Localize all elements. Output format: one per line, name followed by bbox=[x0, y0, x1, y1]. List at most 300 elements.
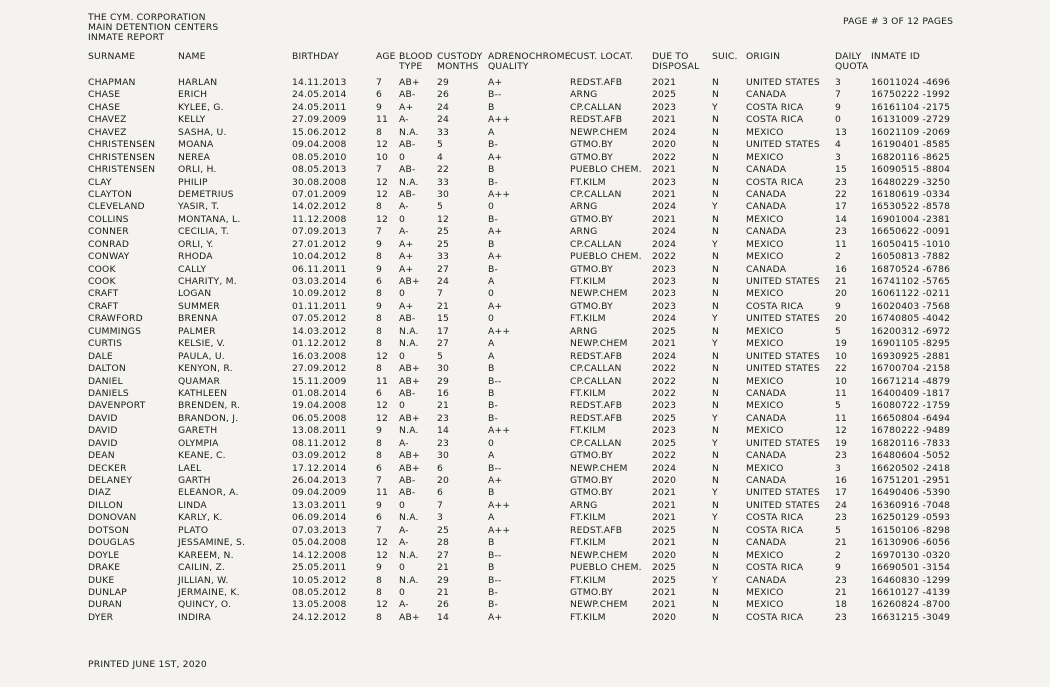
cell-adrenochrome-quality: B-- bbox=[488, 89, 502, 101]
cell-daily-quota: 4 bbox=[835, 139, 842, 151]
cell-blood-type: AB+ bbox=[399, 412, 420, 424]
cell-surname: CHASE bbox=[88, 89, 121, 101]
cell-blood-type: AB- bbox=[399, 188, 416, 200]
cell-name: KARLY, K. bbox=[178, 512, 223, 524]
col-daily-quota: DAILY QUOTA bbox=[835, 51, 869, 72]
cell-blood-type: A- bbox=[399, 599, 409, 611]
cell-surname: CLAYTON bbox=[88, 188, 133, 200]
cell-origin: UNITED STATES bbox=[746, 313, 820, 325]
cell-surname: DELANEY bbox=[88, 475, 133, 486]
cell-suic: Y bbox=[712, 487, 718, 499]
cell-name: GARTH bbox=[178, 475, 211, 486]
cell-birthday: 15.06.2012 bbox=[292, 126, 347, 138]
cell-origin: MEXICO bbox=[746, 400, 784, 412]
cell-suic: N bbox=[712, 226, 720, 238]
cell-cust-location: FT.KILM bbox=[570, 574, 606, 586]
cell-blood-type: AB+ bbox=[399, 450, 420, 462]
cell-custody-months: 14 bbox=[437, 611, 450, 623]
cell-cust-location: ARNG bbox=[570, 226, 598, 238]
cell-suic: N bbox=[712, 89, 720, 101]
cell-custody-months: 27 bbox=[437, 263, 450, 275]
cell-origin: COSTA RICA bbox=[746, 512, 804, 524]
cell-age: 8 bbox=[376, 313, 383, 325]
cell-blood-type: A- bbox=[399, 524, 409, 536]
report-header bbox=[88, 13, 218, 43]
cell-due-to-disposal: 2025 bbox=[652, 574, 677, 586]
cell-daily-quota: 7 bbox=[835, 89, 842, 101]
cell-name: JILLIAN, W. bbox=[178, 574, 229, 586]
cell-age: 7 bbox=[376, 77, 383, 88]
cell-adrenochrome-quality: A++ bbox=[488, 325, 511, 337]
cell-name: KELLY bbox=[178, 114, 206, 126]
cell-origin: MEXICO bbox=[746, 251, 784, 263]
cell-name: SASHA, U. bbox=[178, 126, 227, 138]
cell-age: 6 bbox=[376, 89, 383, 101]
table-row bbox=[0, 401, 1050, 413]
cell-adrenochrome-quality: A bbox=[488, 276, 495, 287]
cell-suic: N bbox=[712, 176, 720, 188]
cell-age: 9 bbox=[376, 263, 383, 275]
cell-adrenochrome-quality: B bbox=[488, 101, 495, 113]
cell-cust-location: GTMO.BY bbox=[570, 450, 613, 462]
cell-inmate-id: 16780222 -9489 bbox=[871, 425, 951, 437]
cell-surname: DAVID bbox=[88, 437, 118, 449]
cell-surname: DUKE bbox=[88, 574, 115, 586]
cell-surname: DALE bbox=[88, 350, 113, 362]
cell-suic: Y bbox=[712, 238, 718, 250]
cell-custody-months: 14 bbox=[437, 425, 450, 437]
cell-age: 8 bbox=[376, 325, 383, 337]
cell-daily-quota: 13 bbox=[835, 126, 848, 138]
table-row bbox=[0, 613, 1050, 625]
cell-cust-location: REDST.AFB bbox=[570, 524, 623, 536]
cell-birthday: 09.04.2009 bbox=[292, 487, 347, 499]
cell-blood-type: AB- bbox=[399, 487, 416, 499]
cell-due-to-disposal: 2023 bbox=[652, 300, 677, 312]
cell-birthday: 08.05.2013 bbox=[292, 164, 347, 176]
cell-due-to-disposal: 2023 bbox=[652, 176, 677, 188]
cell-age: 12 bbox=[376, 176, 389, 188]
cell-age: 9 bbox=[376, 562, 383, 574]
col-custody-months: CUSTODY MONTHS bbox=[437, 51, 483, 72]
cell-suic: N bbox=[712, 164, 720, 176]
cell-cust-location: CP.CALLAN bbox=[570, 363, 622, 375]
cell-daily-quota: 16 bbox=[835, 475, 848, 486]
cell-birthday: 08.05.2012 bbox=[292, 586, 347, 598]
cell-age: 12 bbox=[376, 599, 389, 611]
cell-origin: UNITED STATES bbox=[746, 437, 820, 449]
cell-name: BRANDON, J. bbox=[178, 412, 239, 424]
cell-cust-location: GTMO.BY bbox=[570, 487, 613, 499]
cell-blood-type: 0 bbox=[399, 586, 406, 598]
cell-daily-quota: 20 bbox=[835, 288, 848, 300]
cell-name: QUINCY, O. bbox=[178, 599, 232, 611]
cell-cust-location: REDST.AFB bbox=[570, 400, 623, 412]
cell-cust-location: FT.KILM bbox=[570, 176, 606, 188]
cell-daily-quota: 23 bbox=[835, 512, 848, 524]
cell-suic: Y bbox=[712, 437, 718, 449]
col-surname: SURNAME bbox=[88, 51, 136, 62]
cell-name: RHODA bbox=[178, 251, 213, 263]
cell-name: MONTANA, L. bbox=[178, 213, 241, 225]
inmate-table bbox=[0, 78, 1050, 625]
cell-surname: DALTON bbox=[88, 363, 126, 375]
col-cust-location: CUST. LOCAT. bbox=[570, 51, 634, 62]
cell-custody-months: 15 bbox=[437, 313, 450, 325]
cell-blood-type: N.A. bbox=[399, 176, 419, 188]
cell-origin: CANADA bbox=[746, 188, 787, 200]
cell-daily-quota: 2 bbox=[835, 251, 842, 263]
division-name: MAIN DETENTION CENTERS bbox=[88, 22, 219, 33]
cell-surname: DYER bbox=[88, 611, 114, 623]
cell-age: 9 bbox=[376, 300, 383, 312]
cell-adrenochrome-quality: 0 bbox=[488, 437, 495, 449]
cell-age: 12 bbox=[376, 139, 389, 151]
cell-blood-type: AB- bbox=[399, 475, 416, 486]
cell-inmate-id: 16650804 -6494 bbox=[871, 412, 951, 424]
cell-due-to-disposal: 2022 bbox=[652, 387, 677, 399]
table-row bbox=[0, 252, 1050, 264]
cell-suic: N bbox=[712, 151, 720, 163]
cell-name: PAULA, U. bbox=[178, 350, 225, 362]
report-title: INMATE REPORT bbox=[88, 32, 165, 43]
cell-suic: Y bbox=[712, 412, 718, 424]
cell-blood-type: 0 bbox=[399, 151, 406, 163]
cell-origin: COSTA RICA bbox=[746, 524, 804, 536]
cell-due-to-disposal: 2025 bbox=[652, 412, 677, 424]
cell-origin: CANADA bbox=[746, 537, 787, 549]
cell-name: INDIRA bbox=[178, 611, 211, 623]
cell-age: 8 bbox=[376, 363, 383, 375]
cell-suic: N bbox=[712, 288, 720, 300]
cell-inmate-id: 16820116 -8625 bbox=[871, 151, 951, 163]
cell-name: BRENDEN, R. bbox=[178, 400, 241, 412]
cell-age: 8 bbox=[376, 574, 383, 586]
cell-blood-type: N.A. bbox=[399, 512, 419, 524]
cell-cust-location: ARNG bbox=[570, 499, 598, 511]
cell-suic: N bbox=[712, 462, 720, 474]
cell-blood-type: A- bbox=[399, 437, 409, 449]
cell-due-to-disposal: 2021 bbox=[652, 537, 677, 549]
cell-origin: COSTA RICA bbox=[746, 300, 804, 312]
cell-daily-quota: 11 bbox=[835, 238, 848, 250]
cell-daily-quota: 21 bbox=[835, 537, 848, 549]
cell-adrenochrome-quality: B bbox=[488, 363, 495, 375]
cell-cust-location: FT.KILM bbox=[570, 537, 606, 549]
cell-custody-months: 17 bbox=[437, 325, 450, 337]
cell-blood-type: A+ bbox=[399, 300, 414, 312]
cell-daily-quota: 11 bbox=[835, 412, 848, 424]
cell-inmate-id: 16011024 -4696 bbox=[871, 77, 951, 88]
column-headers bbox=[0, 52, 1050, 74]
cell-blood-type: AB- bbox=[399, 89, 416, 101]
cell-name: QUAMAR bbox=[178, 375, 221, 387]
cell-cust-location: ARNG bbox=[570, 201, 598, 213]
cell-daily-quota: 2 bbox=[835, 549, 842, 561]
cell-birthday: 06.11.2011 bbox=[292, 263, 347, 275]
cell-suic: Y bbox=[712, 512, 718, 524]
table-row bbox=[0, 289, 1050, 301]
cell-custody-months: 30 bbox=[437, 188, 450, 200]
cell-adrenochrome-quality: B-- bbox=[488, 462, 502, 474]
cell-suic: N bbox=[712, 450, 720, 462]
cell-age: 9 bbox=[376, 101, 383, 113]
cell-custody-months: 29 bbox=[437, 375, 450, 387]
cell-due-to-disposal: 2021 bbox=[652, 512, 677, 524]
cell-origin: MEXICO bbox=[746, 599, 784, 611]
cell-origin: MEXICO bbox=[746, 462, 784, 474]
cell-origin: CANADA bbox=[746, 89, 787, 101]
cell-surname: DANIELS bbox=[88, 387, 129, 399]
cell-blood-type: A+ bbox=[399, 251, 414, 263]
cell-blood-type: 0 bbox=[399, 288, 406, 300]
cell-custody-months: 3 bbox=[437, 512, 444, 524]
cell-origin: UNITED STATES bbox=[746, 499, 820, 511]
cell-birthday: 13.08.2011 bbox=[292, 425, 347, 437]
cell-age: 8 bbox=[376, 437, 383, 449]
cell-daily-quota: 12 bbox=[835, 425, 848, 437]
cell-blood-type: 0 bbox=[399, 499, 406, 511]
cell-surname: DRAKE bbox=[88, 562, 121, 574]
col-due-to-disposal: DUE TO DISPOSAL bbox=[652, 51, 700, 72]
cell-blood-type: AB- bbox=[399, 139, 416, 151]
cell-custody-months: 21 bbox=[437, 586, 450, 598]
cell-inmate-id: 16530522 -8578 bbox=[871, 201, 951, 213]
cell-origin: MEXICO bbox=[746, 151, 784, 163]
cell-daily-quota: 23 bbox=[835, 226, 848, 238]
cell-due-to-disposal: 2023 bbox=[652, 400, 677, 412]
cell-age: 12 bbox=[376, 213, 389, 225]
cell-cust-location: CP.CALLAN bbox=[570, 101, 622, 113]
cell-surname: DIAZ bbox=[88, 487, 112, 499]
cell-cust-location: FT.KILM bbox=[570, 611, 606, 623]
cell-age: 8 bbox=[376, 201, 383, 213]
cell-blood-type: AB+ bbox=[399, 375, 420, 387]
cell-birthday: 13.03.2011 bbox=[292, 499, 347, 511]
cell-inmate-id: 16690501 -3154 bbox=[871, 562, 951, 574]
cell-custody-months: 29 bbox=[437, 77, 450, 88]
cell-adrenochrome-quality: A bbox=[488, 350, 495, 362]
cell-surname: DOYLE bbox=[88, 549, 120, 561]
cell-inmate-id: 16061122 -0211 bbox=[871, 288, 951, 300]
cell-birthday: 27.09.2012 bbox=[292, 363, 347, 375]
col-birthday: BIRTHDAY bbox=[292, 51, 339, 62]
cell-cust-location: GTMO.BY bbox=[570, 263, 613, 275]
table-row bbox=[0, 165, 1050, 177]
cell-birthday: 24.05.2011 bbox=[292, 101, 347, 113]
cell-birthday: 15.11.2009 bbox=[292, 375, 347, 387]
cell-custody-months: 7 bbox=[437, 499, 444, 511]
cell-name: PALMER bbox=[178, 325, 216, 337]
cell-inmate-id: 16480229 -3250 bbox=[871, 176, 951, 188]
cell-inmate-id: 16490406 -5390 bbox=[871, 487, 951, 499]
cell-birthday: 14.03.2012 bbox=[292, 325, 347, 337]
cell-adrenochrome-quality: A+ bbox=[488, 475, 503, 486]
cell-blood-type: AB- bbox=[399, 387, 416, 399]
cell-inmate-id: 16130906 -6056 bbox=[871, 537, 951, 549]
cell-suic: N bbox=[712, 213, 720, 225]
cell-origin: UNITED STATES bbox=[746, 276, 820, 287]
cell-adrenochrome-quality: B- bbox=[488, 586, 499, 598]
cell-custody-months: 16 bbox=[437, 387, 450, 399]
cell-birthday: 07.03.2013 bbox=[292, 524, 347, 536]
cell-suic: Y bbox=[712, 313, 718, 325]
cell-inmate-id: 16021109 -2069 bbox=[871, 126, 951, 138]
cell-name: JERMAINE, K. bbox=[178, 586, 240, 598]
cell-adrenochrome-quality: 0 bbox=[488, 288, 495, 300]
cell-blood-type: A- bbox=[399, 201, 409, 213]
cell-due-to-disposal: 2020 bbox=[652, 139, 677, 151]
table-row bbox=[0, 90, 1050, 102]
cell-origin: MEXICO bbox=[746, 338, 784, 350]
cell-origin: MEXICO bbox=[746, 375, 784, 387]
cell-adrenochrome-quality: A++ bbox=[488, 524, 511, 536]
cell-name: BRENNA bbox=[178, 313, 218, 325]
cell-birthday: 08.05.2010 bbox=[292, 151, 347, 163]
cell-age: 10 bbox=[376, 151, 389, 163]
cell-adrenochrome-quality: A+ bbox=[488, 226, 503, 238]
cell-surname: CHAVEZ bbox=[88, 114, 127, 126]
cell-inmate-id: 16480604 -5052 bbox=[871, 450, 951, 462]
cell-name: ELEANOR, A. bbox=[178, 487, 239, 499]
cell-surname: DOTSON bbox=[88, 524, 130, 536]
page-number: PAGE # 3 OF 12 PAGES bbox=[843, 16, 954, 27]
cell-daily-quota: 24 bbox=[835, 499, 848, 511]
cell-name: HARLAN bbox=[178, 77, 218, 88]
cell-daily-quota: 22 bbox=[835, 363, 848, 375]
cell-name: ORLI, H. bbox=[178, 164, 217, 176]
cell-age: 9 bbox=[376, 425, 383, 437]
cell-birthday: 05.04.2008 bbox=[292, 537, 347, 549]
cell-inmate-id: 16250129 -0593 bbox=[871, 512, 951, 524]
cell-age: 8 bbox=[376, 611, 383, 623]
cell-adrenochrome-quality: A++ bbox=[488, 188, 511, 200]
cell-due-to-disposal: 2023 bbox=[652, 425, 677, 437]
cell-blood-type: AB+ bbox=[399, 363, 420, 375]
cell-inmate-id: 16050415 -1010 bbox=[871, 238, 951, 250]
cell-due-to-disposal: 2023 bbox=[652, 263, 677, 275]
cell-origin: CANADA bbox=[746, 387, 787, 399]
cell-origin: CANADA bbox=[746, 574, 787, 586]
cell-origin: CANADA bbox=[746, 412, 787, 424]
cell-blood-type: A- bbox=[399, 537, 409, 549]
cell-birthday: 01.11.2011 bbox=[292, 300, 347, 312]
cell-cust-location: REDST.AFB bbox=[570, 77, 623, 88]
cell-age: 6 bbox=[376, 387, 383, 399]
cell-adrenochrome-quality: B bbox=[488, 238, 495, 250]
cell-cust-location: NEWP.CHEM bbox=[570, 288, 628, 300]
cell-birthday: 11.12.2008 bbox=[292, 213, 347, 225]
cell-origin: UNITED STATES bbox=[746, 139, 820, 151]
cell-blood-type: AB- bbox=[399, 164, 416, 176]
cell-blood-type: 0 bbox=[399, 400, 406, 412]
cell-custody-months: 24 bbox=[437, 101, 450, 113]
cell-blood-type: AB- bbox=[399, 313, 416, 325]
cell-age: 12 bbox=[376, 537, 389, 549]
cell-cust-location: FT.KILM bbox=[570, 425, 606, 437]
cell-due-to-disposal: 2025 bbox=[652, 562, 677, 574]
cell-suic: N bbox=[712, 537, 720, 549]
cell-custody-months: 6 bbox=[437, 462, 444, 474]
cell-origin: COSTA RICA bbox=[746, 101, 804, 113]
cell-age: 6 bbox=[376, 276, 383, 287]
cell-name: NEREA bbox=[178, 151, 211, 163]
cell-daily-quota: 21 bbox=[835, 276, 848, 287]
cell-adrenochrome-quality: 0 bbox=[488, 201, 495, 213]
cell-adrenochrome-quality: B- bbox=[488, 176, 499, 188]
cell-cust-location: GTMO.BY bbox=[570, 213, 613, 225]
cell-surname: CHRISTENSEN bbox=[88, 164, 156, 176]
cell-birthday: 09.04.2008 bbox=[292, 139, 347, 151]
cell-daily-quota: 23 bbox=[835, 574, 848, 586]
cell-name: CALLY bbox=[178, 263, 207, 275]
cell-due-to-disposal: 2021 bbox=[652, 188, 677, 200]
cell-due-to-disposal: 2021 bbox=[652, 586, 677, 598]
cell-custody-months: 28 bbox=[437, 537, 450, 549]
col-age: AGE bbox=[376, 51, 396, 62]
cell-name: ERICH bbox=[178, 89, 208, 101]
cell-adrenochrome-quality: A++ bbox=[488, 425, 511, 437]
cell-inmate-id: 16740805 -4042 bbox=[871, 313, 951, 325]
cell-surname: CLAY bbox=[88, 176, 112, 188]
cell-surname: DILLON bbox=[88, 499, 123, 511]
cell-blood-type: N.A. bbox=[399, 425, 419, 437]
cell-custody-months: 21 bbox=[437, 562, 450, 574]
cell-age: 8 bbox=[376, 251, 383, 263]
cell-due-to-disposal: 2022 bbox=[652, 363, 677, 375]
cell-daily-quota: 21 bbox=[835, 586, 848, 598]
cell-due-to-disposal: 2023 bbox=[652, 101, 677, 113]
cell-origin: COSTA RICA bbox=[746, 611, 804, 623]
cell-suic: Y bbox=[712, 574, 718, 586]
cell-name: SUMMER bbox=[178, 300, 220, 312]
cell-adrenochrome-quality: B bbox=[488, 487, 495, 499]
cell-age: 12 bbox=[376, 188, 389, 200]
cell-daily-quota: 5 bbox=[835, 524, 842, 536]
cell-birthday: 01.08.2014 bbox=[292, 387, 347, 399]
cell-due-to-disposal: 2021 bbox=[652, 499, 677, 511]
cell-origin: UNITED STATES bbox=[746, 77, 820, 88]
cell-cust-location: REDST.AFB bbox=[570, 350, 623, 362]
cell-due-to-disposal: 2024 bbox=[652, 226, 677, 238]
cell-birthday: 06.05.2008 bbox=[292, 412, 347, 424]
cell-daily-quota: 15 bbox=[835, 164, 848, 176]
cell-birthday: 03.09.2012 bbox=[292, 450, 347, 462]
cell-name: KEANE, C. bbox=[178, 450, 226, 462]
cell-custody-months: 5 bbox=[437, 350, 444, 362]
cell-inmate-id: 16970130 -0320 bbox=[871, 549, 951, 561]
cell-daily-quota: 9 bbox=[835, 101, 842, 113]
cell-surname: DANIEL bbox=[88, 375, 123, 387]
cell-custody-months: 22 bbox=[437, 164, 450, 176]
table-row bbox=[0, 538, 1050, 550]
cell-daily-quota: 10 bbox=[835, 375, 848, 387]
cell-custody-months: 24 bbox=[437, 114, 450, 126]
cell-age: 11 bbox=[376, 114, 389, 126]
cell-surname: COOK bbox=[88, 276, 116, 287]
cell-inmate-id: 16180619 -0334 bbox=[871, 188, 951, 200]
table-row bbox=[0, 140, 1050, 152]
cell-cust-location: CP.CALLAN bbox=[570, 188, 622, 200]
cell-surname: CHASE bbox=[88, 101, 121, 113]
cell-blood-type: AB+ bbox=[399, 77, 420, 88]
cell-daily-quota: 3 bbox=[835, 151, 842, 163]
cell-surname: CHRISTENSEN bbox=[88, 151, 156, 163]
cell-birthday: 10.04.2012 bbox=[292, 251, 347, 263]
cell-birthday: 13.05.2008 bbox=[292, 599, 347, 611]
cell-due-to-disposal: 2024 bbox=[652, 462, 677, 474]
cell-birthday: 03.03.2014 bbox=[292, 276, 347, 287]
